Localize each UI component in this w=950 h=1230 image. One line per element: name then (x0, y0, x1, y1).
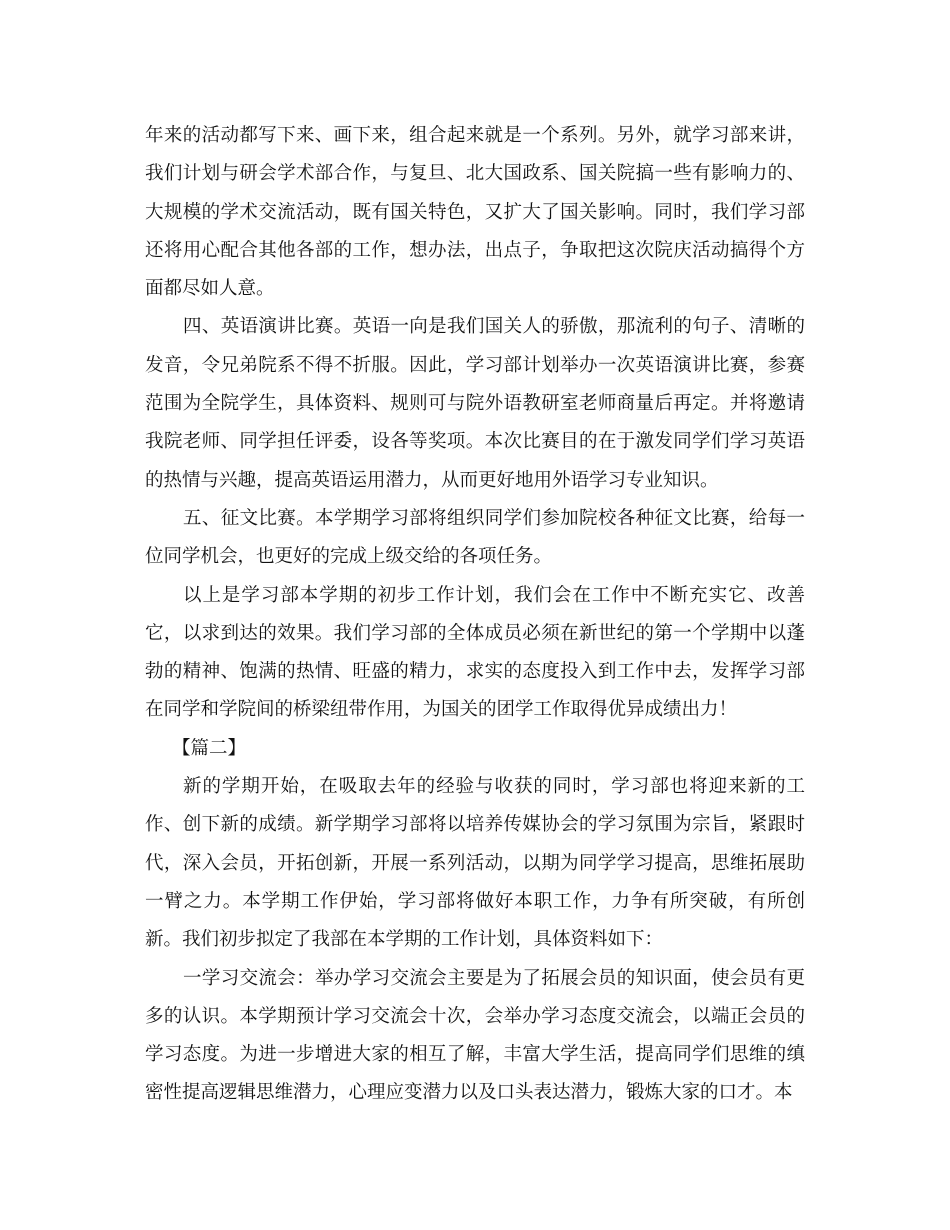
paragraph-summary: 以上是学习部本学期的初步工作计划，我们会在工作中不断充实它、改善它，以求到达的效果。我们学习部的全体成员必须在新世纪的第一个学期中以蓬勃的精神、饱满的热情、旺盛的精力，求实的态度投入到工作中去，发挥学习部在同学和学院间的桥梁纽带作用，为国关的团学工作取得优异成绩出力！ (145, 584, 805, 721)
document-body (145, 117, 805, 1113)
paragraph-essay-contest: 五、征文比赛。本学期学习部将组织同学们参加院校各种征文比赛，给每一位同学机会，也更好的完成上级交给的各项任务。 (145, 507, 805, 568)
paragraph-study-exchange: 一学习交流会：举办学习交流会主要是为了拓展会员的知识面，使会员有更多的认识。本学期预计学习交流会十次，会举办学习态度交流会，以端正会员的学习态度。为进一步增进大家的相互了解，丰富大学生活，提高同学们思维的缜密性提高逻辑思维潜力，心理应变潜力以及口头表达潜力，锻炼大家的口才。本 (145, 967, 805, 1104)
paragraph-new-semester: 新的学期开始，在吸取去年的经验与收获的同时，学习部也将迎来新的工作、创下新的成绩。新学期学习部将以培养传媒协会的学习氛围为宗旨，紧跟时代，深入会员，开拓创新，开展一系列活动，以期为同学学习提高，思维拓展助一臂之力。本学期工作伊始，学习部将做好本职工作，力争有所突破，有所创新。我们初步拟定了我部在本学期的工作计划，具体资料如下： (145, 776, 805, 951)
paragraph-continuation: 年来的活动都写下来、画下来，组合起来就是一个系列。另外，就学习部来讲，我们计划与研会学术部合作，与复旦、北大国政系、国关院搞一些有影响力的、大规模的学术交流活动，既有国关特色，又扩大了国关影响。同时，我们学习部还将用心配合其他各部的工作，想办法，出点子，争取把这次院庆活动搞得个方面都尽如人意。 (145, 125, 805, 300)
paragraph-english-speech-contest: 四、英语演讲比赛。英语一向是我们国关人的骄傲，那流利的句子、清晰的发音，令兄弟院系不得不折服。因此，学习部计划举办一次英语演讲比赛，参赛范围为全院学生，具体资料、规则可与院外语教研室老师商量后再定。并将邀请我院老师、同学担任评委，设各等奖项。本次比赛目的在于激发同学们学习英语的热情与兴趣，提高英语运用潜力，从而更好地用外语学习专业知识。 (145, 316, 805, 491)
section-heading-part-two: 【篇二】 (172, 737, 247, 759)
